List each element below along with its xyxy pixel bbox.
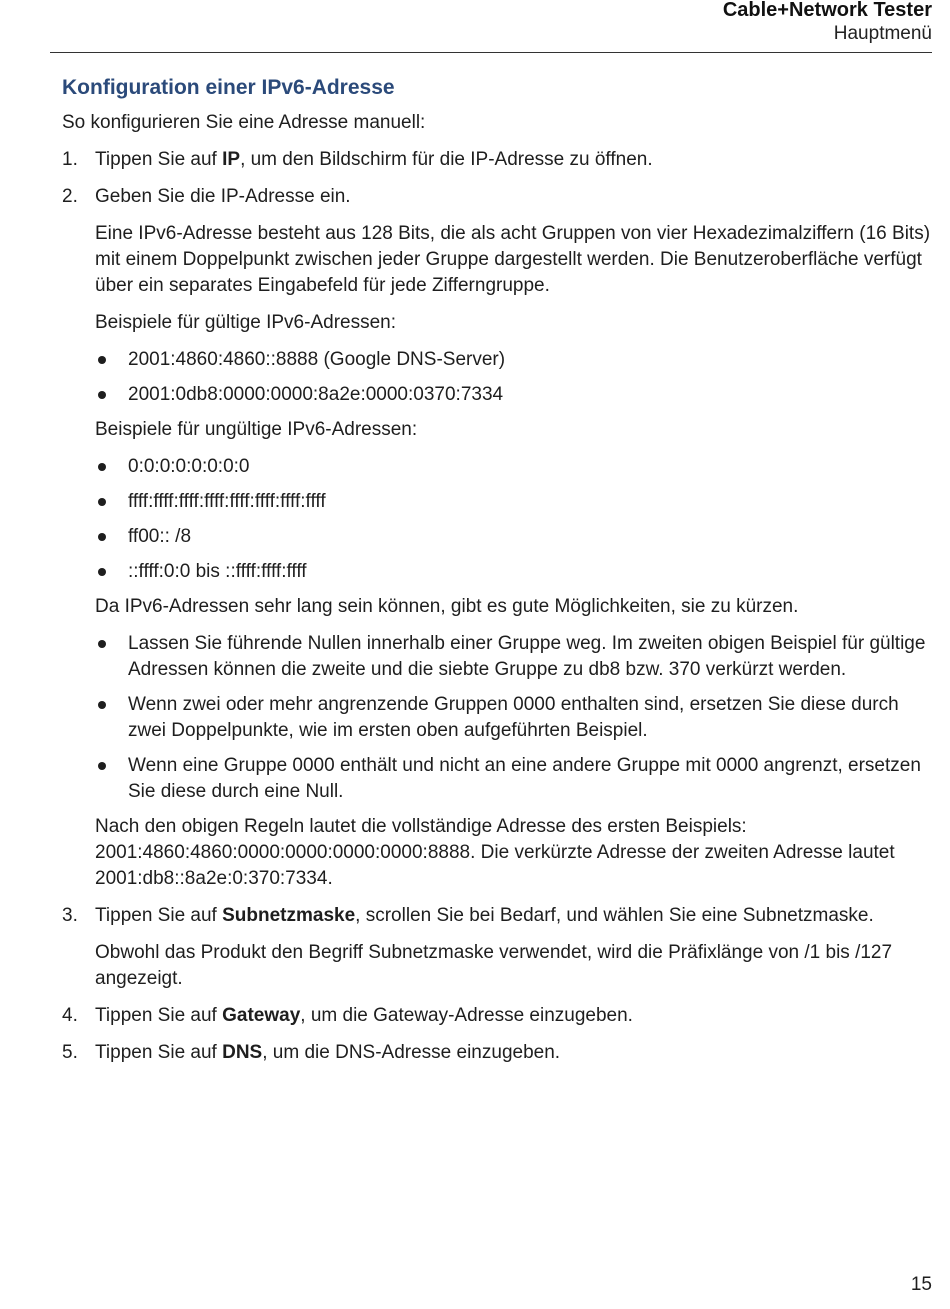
list-item: ffff:ffff:ffff:ffff:ffff:ffff:ffff:ffff <box>95 489 934 515</box>
step-text: Tippen Sie auf DNS, um die DNS-Adresse einzugeben. <box>95 1042 561 1063</box>
list-item: 2001:4860:4860::8888 (Google DNS-Server) <box>95 347 934 373</box>
ipv6-explanation: Eine IPv6-Adresse besteht aus 128 Bits, die als acht Gruppen von vier Hexadezimalziffern (16 Bits) mit einem Doppelpunkt zwischen jeder Gruppe dargestellt werden. Die Benutzeroberfläche verfügt über ein separates Eingabefeld für jede Zifferngruppe. <box>95 223 931 296</box>
step-number: 5. <box>62 1042 78 1063</box>
step-1 <box>62 147 934 173</box>
list-item: ff00:: /8 <box>95 524 934 550</box>
step-number: 4. <box>62 1005 78 1026</box>
step-2 <box>62 184 934 892</box>
prefix-length-note: Obwohl das Produkt den Begriff Subnetzmaske verwendet, wird die Präfixlänge von /1 bis /127 angezeigt. <box>95 942 893 989</box>
shortening-rules-list <box>95 631 934 805</box>
header-divider <box>50 52 932 53</box>
valid-examples-list <box>95 347 934 408</box>
step-number: 1. <box>62 149 78 170</box>
list-item: ::ffff:0:0 bis ::ffff:ffff:ffff <box>95 559 934 585</box>
step-4 <box>62 1003 934 1029</box>
ui-term-dns: DNS <box>222 1042 263 1063</box>
list-item: Lassen Sie führende Nullen innerhalb einer Gruppe weg. Im zweiten obigen Beispiel für gültige Adressen können die zweite und die siebte Gruppe zu db8 bzw. 370 verkürzt werden. <box>95 631 934 683</box>
step-text: Geben Sie die IP-Adresse ein. <box>95 186 351 207</box>
list-item: 0:0:0:0:0:0:0:0 <box>95 454 934 480</box>
list-item: Wenn zwei oder mehr angrenzende Gruppen 0000 enthalten sind, ersetzen Sie diese durch zwei Doppelpunkte, wie im ersten oben aufgeführten Beispiel. <box>95 692 934 744</box>
invalid-examples-list <box>95 454 934 585</box>
list-item: 2001:0db8:0000:0000:8a2e:0000:0370:7334 <box>95 382 934 408</box>
section-name: Hauptmenü <box>833 23 932 44</box>
ui-term-subnetzmaske: Subnetzmaske <box>222 905 356 926</box>
section-heading: Konfiguration einer IPv6-Adresse <box>62 76 395 99</box>
ui-term-ip: IP <box>222 149 241 170</box>
shortening-conclusion: Nach den obigen Regeln lautet die vollständige Adresse des ersten Beispiels: 2001:4860:4860:0000:0000:0000:0000:8888. Die verkürzte Adresse der zweiten Adresse lautet 2001:db8::8a2e:0:370:7334. <box>95 816 895 889</box>
step-number: 3. <box>62 905 78 926</box>
list-item: Wenn eine Gruppe 0000 enthält und nicht an eine andere Gruppe mit 0000 angrenzt, ersetzen Sie diese durch eine Null. <box>95 753 934 805</box>
product-name: Cable+Network Tester <box>722 0 932 21</box>
shortening-label: Da IPv6-Adressen sehr lang sein können, gibt es gute Möglichkeiten, sie zu kürzen. <box>95 596 799 617</box>
step-number: 2. <box>62 186 78 207</box>
intro-text: So konfigurieren Sie eine Adresse manuell: <box>62 112 426 133</box>
step-text: Tippen Sie auf IP, um den Bildschirm für die IP-Adresse zu öffnen. <box>95 149 653 170</box>
step-text: Tippen Sie auf Gateway, um die Gateway-Adresse einzugeben. <box>95 1005 633 1026</box>
step-text: Tippen Sie auf Subnetzmaske, scrollen Sie bei Bedarf, und wählen Sie eine Subnetzmaske. <box>95 905 874 926</box>
page-number: 15 <box>910 1274 932 1295</box>
step-5 <box>62 1040 934 1066</box>
page-header <box>723 0 932 46</box>
invalid-examples-label: Beispiele für ungültige IPv6-Adressen: <box>95 419 418 440</box>
ui-term-gateway: Gateway <box>222 1005 301 1026</box>
page-content <box>62 74 934 1077</box>
valid-examples-label: Beispiele für gültige IPv6-Adressen: <box>95 312 396 333</box>
step-3 <box>62 903 934 992</box>
